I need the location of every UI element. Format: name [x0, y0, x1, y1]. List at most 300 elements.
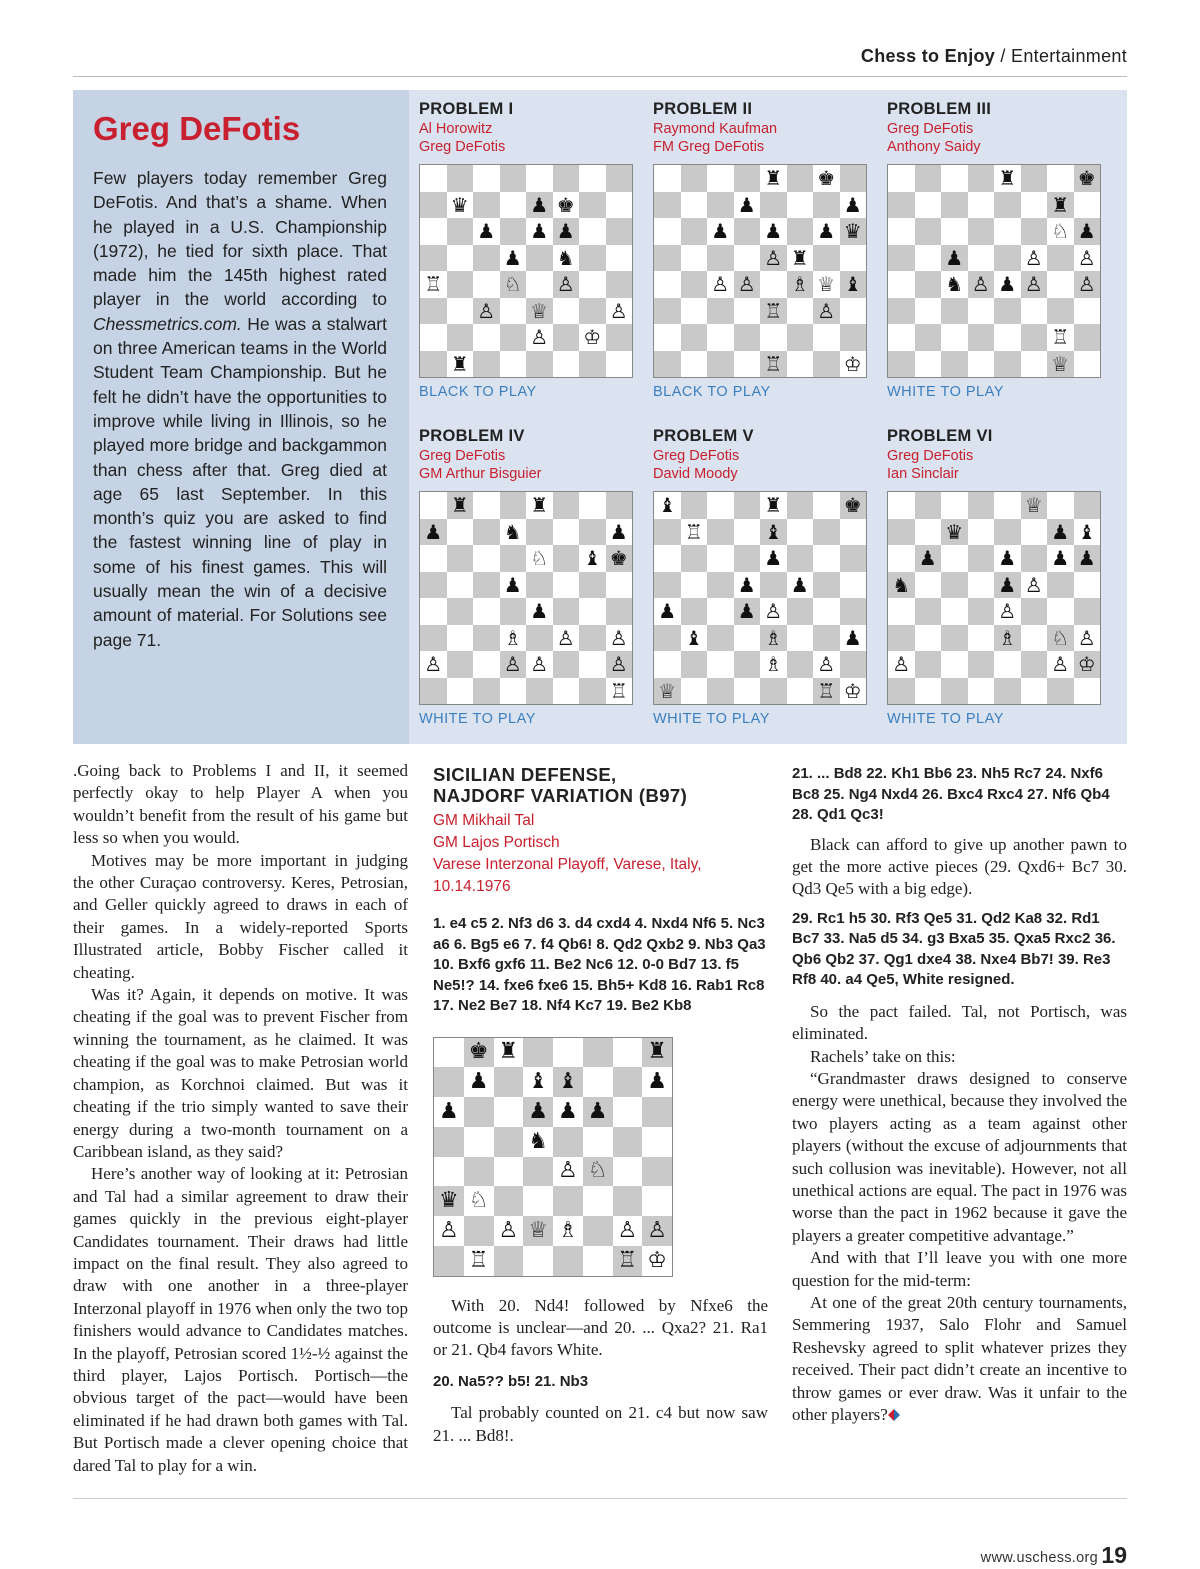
- board-square: [734, 245, 761, 272]
- board-square: [447, 218, 474, 245]
- problem-white-player: Greg DeFotis: [887, 448, 974, 464]
- board-square: [941, 519, 968, 546]
- black-queen-icon: ♛: [439, 1188, 459, 1214]
- problem-heading: PROBLEM V: [653, 427, 754, 445]
- black-pawn-icon: ♟: [945, 245, 964, 270]
- board-square: [642, 1038, 672, 1068]
- board-square: [787, 298, 814, 325]
- board-square: [760, 545, 787, 572]
- board-square: [787, 519, 814, 546]
- board-square: [1021, 545, 1048, 572]
- board-square: [434, 1246, 464, 1276]
- board-square: [553, 271, 580, 298]
- board-square: [840, 324, 867, 351]
- black-pawn-icon: ♟: [998, 572, 1017, 597]
- game-moves: 20. Na5?? b5! 21. Nb3: [433, 1372, 589, 1390]
- board-square: [994, 245, 1021, 272]
- game-black-player: GM Lajos Portisch: [433, 834, 560, 851]
- board-square: [840, 218, 867, 245]
- board-square: [734, 298, 761, 325]
- board-square: [888, 245, 915, 272]
- board-square: [447, 298, 474, 325]
- board-square: [523, 1127, 553, 1157]
- board-square: [579, 245, 606, 272]
- board-square: [473, 245, 500, 272]
- section-name: Chess to Enjoy: [860, 46, 996, 66]
- board-square: [654, 545, 681, 572]
- board-square: [654, 324, 681, 351]
- board-square: [606, 192, 633, 219]
- board-square: [840, 545, 867, 572]
- black-pawn-icon: ♟: [843, 192, 862, 217]
- white-pawn-icon: ♙: [892, 652, 911, 677]
- board-square: [606, 651, 633, 678]
- board-square: [1047, 572, 1074, 599]
- paragraph: “Grandmaster draws designed to conserve energy were unethical, because they involved the two players acting as a team against other players (without the excuse of adjournments that such collusion was inevitable). However, not all unethical actions are equal. The pact in 1976 was worse than the pact in 1962 because it gave the players a greater competitive advantage.”: [792, 1068, 1127, 1245]
- header-divider: [73, 76, 1127, 77]
- board-square: [613, 1157, 643, 1187]
- board-square: [500, 625, 527, 652]
- board-square: [553, 598, 580, 625]
- to-play-label: WHITE TO PLAY: [887, 711, 1004, 727]
- paragraph: And with that I’ll leave you with one more question for the mid-term:: [792, 1248, 1127, 1290]
- board-square: [813, 572, 840, 599]
- board-square: [654, 678, 681, 705]
- board-square: [1074, 218, 1101, 245]
- white-pawn-icon: ♙: [764, 245, 783, 270]
- board-square: [888, 572, 915, 599]
- white-knight-icon: ♘: [1051, 219, 1070, 244]
- black-pawn-icon: ♟: [918, 546, 937, 571]
- board-square: [840, 678, 867, 705]
- game-event: Varese Interzonal Playoff, Varese, Italy, 10.14.1976: [433, 856, 702, 895]
- board-square: [994, 192, 1021, 219]
- problem-black-player: Greg DeFotis: [419, 139, 506, 155]
- black-rook-icon: ♜: [530, 493, 549, 518]
- board-square: [681, 598, 708, 625]
- board-square: [583, 1246, 613, 1276]
- board-square: [840, 492, 867, 519]
- board-square: [1074, 598, 1101, 625]
- board-square: [1047, 651, 1074, 678]
- board-square: [526, 598, 553, 625]
- black-pawn-icon: ♟: [609, 519, 628, 544]
- board-square: [1021, 625, 1048, 652]
- white-pawn-icon: ♙: [503, 652, 522, 677]
- board-square: [1021, 351, 1048, 378]
- board-square: [1021, 298, 1048, 325]
- white-king-icon: ♔: [1077, 652, 1096, 677]
- board-square: [613, 1097, 643, 1127]
- black-bishop-icon: ♝: [658, 493, 677, 518]
- black-bishop-icon: ♝: [528, 1069, 548, 1095]
- board-square: [606, 625, 633, 652]
- board-square: [707, 271, 734, 298]
- board-square: [681, 271, 708, 298]
- chess-diagram: [419, 491, 633, 705]
- black-pawn-icon: ♟: [817, 219, 836, 244]
- board-square: [840, 651, 867, 678]
- black-knight-icon: ♞: [528, 1128, 548, 1154]
- board-square: [941, 678, 968, 705]
- chess-diagram: [887, 164, 1101, 378]
- intro-text-1: Few players today remember Greg DeFotis. And that’s a shame. When he played in a U.S. Championship (1972), he tied for sixth place. That made him the 145th highest rated player in the world according to: [93, 168, 387, 310]
- board-square: [420, 678, 447, 705]
- to-play-label: WHITE TO PLAY: [419, 711, 536, 727]
- board-square: [941, 625, 968, 652]
- board-square: [840, 351, 867, 378]
- board-square: [654, 651, 681, 678]
- board-square: [553, 1038, 583, 1068]
- board-square: [654, 218, 681, 245]
- board-square: [642, 1127, 672, 1157]
- board-square: [915, 165, 942, 192]
- black-pawn-icon: ♟: [1077, 546, 1096, 571]
- board-square: [760, 245, 787, 272]
- game-moves: 1. e4 c5 2. Nf3 d6 3. d4 cxd4 4. Nxd4 Nf6 5. Nc3 a6 6. Bg5 e6 7. f4 Qb6! 8. Qd2 Qxb2 9. Nb3 Qa3 10. Bxf6 gxf6 11. Be2 Nc6 12. 0-0 Bd7 13. f5 Ne5!? 14. fxe6 fxe6 15. Bh5+ Kd8 16. Rab1 Rc8 17. Ne2 Be7 18. Nf4 Kc7 19. Be2 Kb8: [433, 915, 766, 1014]
- black-rook-icon: ♜: [764, 166, 783, 191]
- board-square: [707, 492, 734, 519]
- board-square: [681, 192, 708, 219]
- board-square: [994, 218, 1021, 245]
- board-square: [553, 1157, 583, 1187]
- board-square: [500, 492, 527, 519]
- game-white-player: GM Mikhail Tal: [433, 812, 535, 829]
- black-rook-icon: ♜: [998, 166, 1017, 191]
- black-pawn-icon: ♟: [587, 1098, 608, 1124]
- white-pawn-icon: ♙: [1024, 572, 1043, 597]
- article-column-1: [73, 760, 408, 1477]
- opening-title-line-2: NAJDORF VARIATION (B97): [433, 785, 688, 806]
- board-square: [526, 192, 553, 219]
- board-square: [553, 678, 580, 705]
- board-square: [579, 492, 606, 519]
- board-square: [494, 1097, 524, 1127]
- board-square: [707, 598, 734, 625]
- board-square: [473, 545, 500, 572]
- board-square: [420, 271, 447, 298]
- board-square: [888, 651, 915, 678]
- white-pawn-icon: ♙: [609, 652, 628, 677]
- board-square: [760, 351, 787, 378]
- board-square: [526, 298, 553, 325]
- white-pawn-icon: ♙: [971, 272, 990, 297]
- problem-4: [419, 427, 635, 727]
- board-square: [888, 218, 915, 245]
- board-square: [654, 271, 681, 298]
- board-square: [994, 351, 1021, 378]
- black-queen-icon: ♛: [843, 219, 862, 244]
- board-square: [968, 519, 995, 546]
- board-square: [642, 1157, 672, 1187]
- board-square: [707, 165, 734, 192]
- board-square: [941, 192, 968, 219]
- board-square: [787, 572, 814, 599]
- white-rook-icon: ♖: [817, 678, 836, 703]
- board-square: [494, 1157, 524, 1187]
- board-square: [994, 324, 1021, 351]
- board-square: [787, 678, 814, 705]
- board-square: [787, 245, 814, 272]
- board-square: [681, 678, 708, 705]
- black-pawn-icon: ♟: [790, 572, 809, 597]
- problem-heading: PROBLEM II: [653, 100, 753, 118]
- white-rook-icon: ♖: [684, 519, 703, 544]
- board-square: [1074, 192, 1101, 219]
- board-square: [473, 324, 500, 351]
- board-square: [813, 245, 840, 272]
- board-square: [523, 1186, 553, 1216]
- board-square: [523, 1038, 553, 1068]
- board-square: [473, 519, 500, 546]
- board-square: [915, 351, 942, 378]
- problem-white-player: Greg DeFotis: [419, 448, 506, 464]
- problem-heading: PROBLEM VI: [887, 427, 993, 445]
- black-knight-icon: ♞: [892, 572, 911, 597]
- board-square: [420, 598, 447, 625]
- board-square: [579, 324, 606, 351]
- board-square: [915, 545, 942, 572]
- board-square: [447, 625, 474, 652]
- board-square: [553, 192, 580, 219]
- problem-black-player: David Moody: [653, 466, 738, 482]
- board-square: [583, 1157, 613, 1187]
- board-square: [553, 1186, 583, 1216]
- problem-white-player: Greg DeFotis: [653, 448, 740, 464]
- board-square: [1021, 218, 1048, 245]
- white-knight-icon: ♘: [468, 1188, 489, 1214]
- board-square: [813, 298, 840, 325]
- board-square: [813, 192, 840, 219]
- board-square: [473, 572, 500, 599]
- chess-diagram: [887, 491, 1101, 705]
- board-square: [787, 192, 814, 219]
- board-square: [553, 651, 580, 678]
- black-pawn-icon: ♟: [503, 572, 522, 597]
- board-square: [654, 351, 681, 378]
- board-square: [1074, 519, 1101, 546]
- black-king-icon: ♚: [1077, 166, 1096, 191]
- board-square: [526, 271, 553, 298]
- board-square: [579, 298, 606, 325]
- board-square: [915, 678, 942, 705]
- board-square: [583, 1067, 613, 1097]
- board-square: [579, 598, 606, 625]
- black-bishop-icon: ♝: [583, 546, 602, 571]
- white-bishop-icon: ♗: [764, 652, 783, 677]
- board-square: [941, 324, 968, 351]
- board-square: [787, 625, 814, 652]
- board-square: [447, 598, 474, 625]
- board-square: [760, 598, 787, 625]
- board-square: [941, 492, 968, 519]
- board-square: [941, 271, 968, 298]
- problem-heading: PROBLEM III: [887, 100, 992, 118]
- game-moves: 29. Rc1 h5 30. Rf3 Qe5 31. Qd2 Ka8 32. Rd1 Bc7 33. Na5 d5 34. g3 Bxa5 35. Qxa5 Rxc2 36. Qb6 Qb2 37. Qg1 dxe4 38. Nxe4 Bb7! 39. Re3 Rf8 40. a4 Qe5, White resigned.: [792, 909, 1116, 989]
- board-square: [888, 519, 915, 546]
- paragraph: So the pact failed. Tal, not Portisch, was eliminated.: [792, 1001, 1127, 1044]
- black-king-icon: ♚: [556, 192, 575, 217]
- board-square: [613, 1038, 643, 1068]
- board-square: [447, 165, 474, 192]
- board-square: [813, 651, 840, 678]
- white-pawn-icon: ♙: [711, 272, 730, 297]
- black-pawn-icon: ♟: [530, 219, 549, 244]
- board-square: [473, 625, 500, 652]
- board-square: [1074, 271, 1101, 298]
- board-square: [707, 245, 734, 272]
- white-pawn-icon: ♙: [609, 298, 628, 323]
- board-square: [681, 218, 708, 245]
- board-square: [526, 324, 553, 351]
- board-square: [1074, 245, 1101, 272]
- board-square: [606, 165, 633, 192]
- intro-text-2: He was a stalwart on three American teams in the World Student Team Championship. But he felt he didn’t have the opportunities to improve while living in Illinois, so he played more bridge and backgammon than chess after that. Greg died at age 65 last September. In this month’s quiz you are asked to find the fastest winning line of play in some of his finest games. This will usually mean the win of a decisive amount of material. For Solutions see page 71.: [93, 313, 387, 650]
- white-pawn-icon: ♙: [817, 298, 836, 323]
- board-square: [707, 625, 734, 652]
- black-pawn-icon: ♟: [530, 599, 549, 624]
- board-square: [1021, 271, 1048, 298]
- board-square: [787, 545, 814, 572]
- board-square: [420, 351, 447, 378]
- board-square: [813, 271, 840, 298]
- paragraph: [792, 1292, 1127, 1426]
- board-square: [447, 492, 474, 519]
- board-square: [813, 519, 840, 546]
- game-moves: 21. ... Bd8 22. Kh1 Bb6 23. Nh5 Rc7 24. Nxf6 Bc8 25. Ng4 Nxd4 26. Bxc4 Rxc4 27. Nf6 Qb4 28. Qd1 Qc3!: [792, 765, 1110, 823]
- board-square: [606, 598, 633, 625]
- board-square: [840, 598, 867, 625]
- board-square: [1047, 598, 1074, 625]
- board-square: [434, 1067, 464, 1097]
- board-square: [500, 218, 527, 245]
- board-square: [1021, 651, 1048, 678]
- white-pawn-icon: ♙: [530, 652, 549, 677]
- board-square: [420, 519, 447, 546]
- board-square: [1021, 324, 1048, 351]
- black-pawn-icon: ♟: [998, 546, 1017, 571]
- board-square: [420, 218, 447, 245]
- board-square: [707, 519, 734, 546]
- board-square: [760, 324, 787, 351]
- black-bishop-icon: ♝: [764, 519, 783, 544]
- board-square: [642, 1067, 672, 1097]
- board-square: [888, 545, 915, 572]
- board-square: [494, 1186, 524, 1216]
- white-pawn-icon: ♙: [647, 1217, 667, 1243]
- board-square: [994, 271, 1021, 298]
- white-pawn-icon: ♙: [609, 625, 628, 650]
- white-rook-icon: ♖: [609, 678, 628, 703]
- white-bishop-icon: ♗: [764, 625, 783, 650]
- board-square: [606, 678, 633, 705]
- board-square: [1074, 572, 1101, 599]
- problem-2: [653, 100, 869, 400]
- board-square: [840, 519, 867, 546]
- quiz-intro: [93, 166, 387, 652]
- board-square: [968, 545, 995, 572]
- chess-diagram: [653, 491, 867, 705]
- white-knight-icon: ♘: [530, 546, 549, 571]
- problem-black-player: Anthony Saidy: [887, 139, 981, 155]
- board-square: [1047, 324, 1074, 351]
- board-square: [760, 192, 787, 219]
- board-square: [1047, 492, 1074, 519]
- board-square: [447, 651, 474, 678]
- black-pawn-icon: ♟: [439, 1098, 459, 1124]
- board-square: [473, 165, 500, 192]
- board-square: [707, 545, 734, 572]
- board-square: [494, 1216, 524, 1246]
- board-square: [500, 271, 527, 298]
- board-square: [734, 492, 761, 519]
- board-square: [888, 298, 915, 325]
- board-square: [523, 1216, 553, 1246]
- board-square: [500, 678, 527, 705]
- board-square: [1047, 218, 1074, 245]
- board-square: [553, 1127, 583, 1157]
- board-square: [553, 165, 580, 192]
- white-queen-icon: ♕: [528, 1217, 548, 1243]
- board-square: [523, 1097, 553, 1127]
- board-square: [579, 218, 606, 245]
- problem-heading: PROBLEM I: [419, 100, 514, 118]
- board-square: [941, 218, 968, 245]
- board-square: [526, 165, 553, 192]
- footer-divider: [73, 1498, 1127, 1499]
- problem-white-player: Raymond Kaufman: [653, 121, 778, 137]
- white-king-icon: ♔: [843, 351, 862, 376]
- annotation: With 20. Nd4! followed by Nfxe6 the outcome is unclear—and 20. ... Qxa2? 21. Ra1 or 21. Qb4 favors White.: [433, 1295, 768, 1360]
- black-pawn-icon: ♟: [556, 219, 575, 244]
- black-pawn-icon: ♟: [737, 599, 756, 624]
- footer-url[interactable]: www.uschess.org: [980, 1550, 1098, 1566]
- white-pawn-icon: ♙: [477, 298, 496, 323]
- board-square: [420, 625, 447, 652]
- white-pawn-icon: ♙: [424, 652, 443, 677]
- board-square: [473, 598, 500, 625]
- paragraph-text: At one of the great 20th century tournaments, Semmering 1937, Salo Flohr and Samuel Reshevsky agreed to split whatever prizes they received. Their pact didn’t create an incentive to throw games or ever draw. Was it unfair to the other players?: [792, 1293, 1127, 1425]
- quiz-intro-box: [73, 90, 409, 744]
- board-square: [579, 572, 606, 599]
- board-square: [1047, 271, 1074, 298]
- board-square: [734, 165, 761, 192]
- board-square: [526, 245, 553, 272]
- to-play-label: WHITE TO PLAY: [653, 711, 770, 727]
- board-square: [1021, 598, 1048, 625]
- white-pawn-icon: ♙: [1024, 245, 1043, 270]
- white-bishop-icon: ♗: [503, 625, 522, 650]
- to-play-label: WHITE TO PLAY: [887, 384, 1004, 400]
- board-square: [642, 1246, 672, 1276]
- board-square: [813, 218, 840, 245]
- white-rook-icon: ♖: [617, 1247, 638, 1273]
- board-square: [579, 192, 606, 219]
- board-square: [553, 1067, 583, 1097]
- black-knight-icon: ♞: [556, 245, 575, 270]
- black-rook-icon: ♜: [1051, 192, 1070, 217]
- board-square: [760, 298, 787, 325]
- board-square: [1021, 572, 1048, 599]
- black-pawn-icon: ♟: [1051, 546, 1070, 571]
- board-square: [813, 545, 840, 572]
- board-square: [447, 351, 474, 378]
- board-square: [994, 492, 1021, 519]
- board-square: [494, 1127, 524, 1157]
- board-square: [1074, 324, 1101, 351]
- board-square: [994, 298, 1021, 325]
- board-square: [888, 492, 915, 519]
